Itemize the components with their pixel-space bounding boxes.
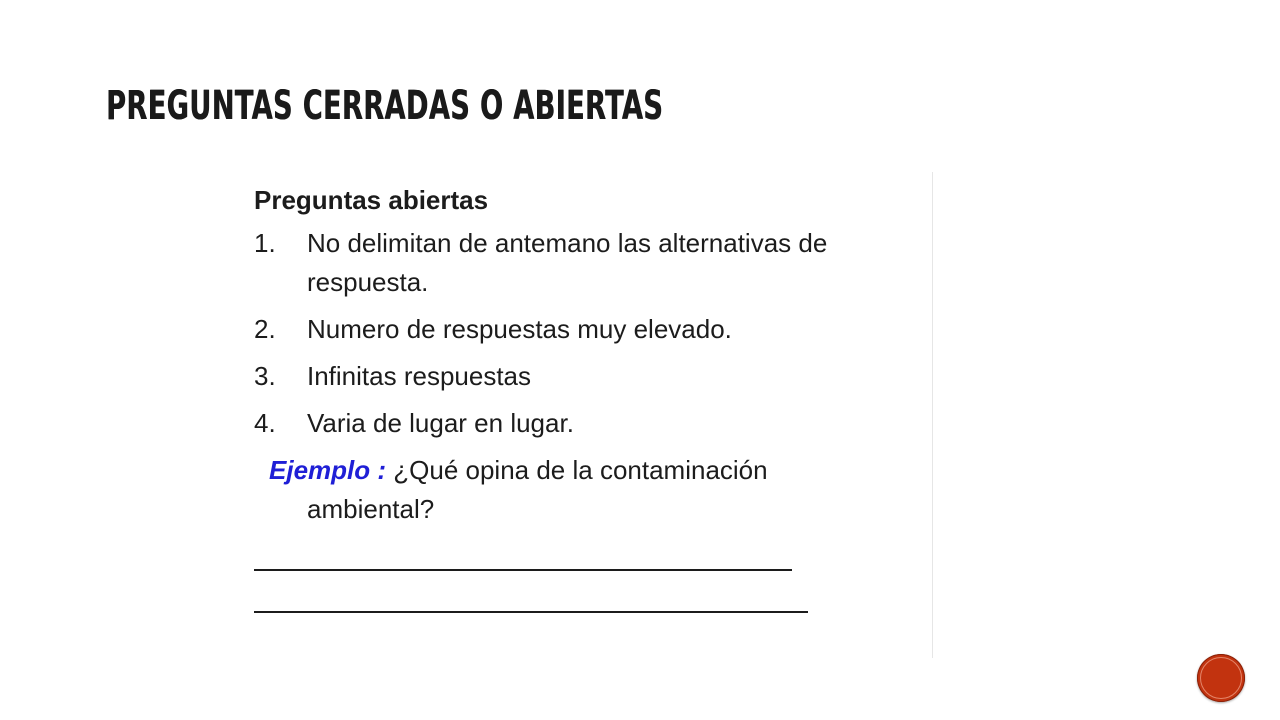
list-text: Infinitas respuestas [307, 361, 532, 391]
section-heading: Preguntas abiertas [254, 185, 489, 215]
list-number: 1. [254, 228, 276, 258]
list-text: No delimitan de antemano las alternativas de respuesta. [307, 228, 828, 297]
answer-line [254, 569, 792, 571]
button-ring-decoration [1200, 657, 1242, 699]
answer-line [254, 611, 808, 613]
list-item [254, 357, 924, 396]
list-text: Varia de lugar en lugar. [307, 408, 574, 438]
list-item [254, 310, 924, 349]
list-number: 4. [254, 408, 276, 438]
list-item [254, 224, 924, 302]
example-label: Ejemplo : [269, 455, 387, 485]
characteristics-list [254, 224, 924, 443]
list-text: Numero de respuestas muy elevado. [307, 314, 732, 344]
list-item [254, 404, 924, 443]
example-first-line [269, 451, 924, 490]
content-body [254, 182, 924, 613]
next-slide-button[interactable] [1197, 654, 1245, 702]
example-block [254, 451, 924, 529]
example-question: ¿Qué opina de la contaminación [393, 455, 768, 485]
list-number: 2. [254, 314, 276, 344]
list-number: 3. [254, 361, 276, 391]
content-image [236, 172, 933, 658]
example-question-continued: ambiental? [307, 494, 435, 524]
slide-title: PREGUNTAS CERRADAS O ABIERTAS [106, 83, 664, 129]
